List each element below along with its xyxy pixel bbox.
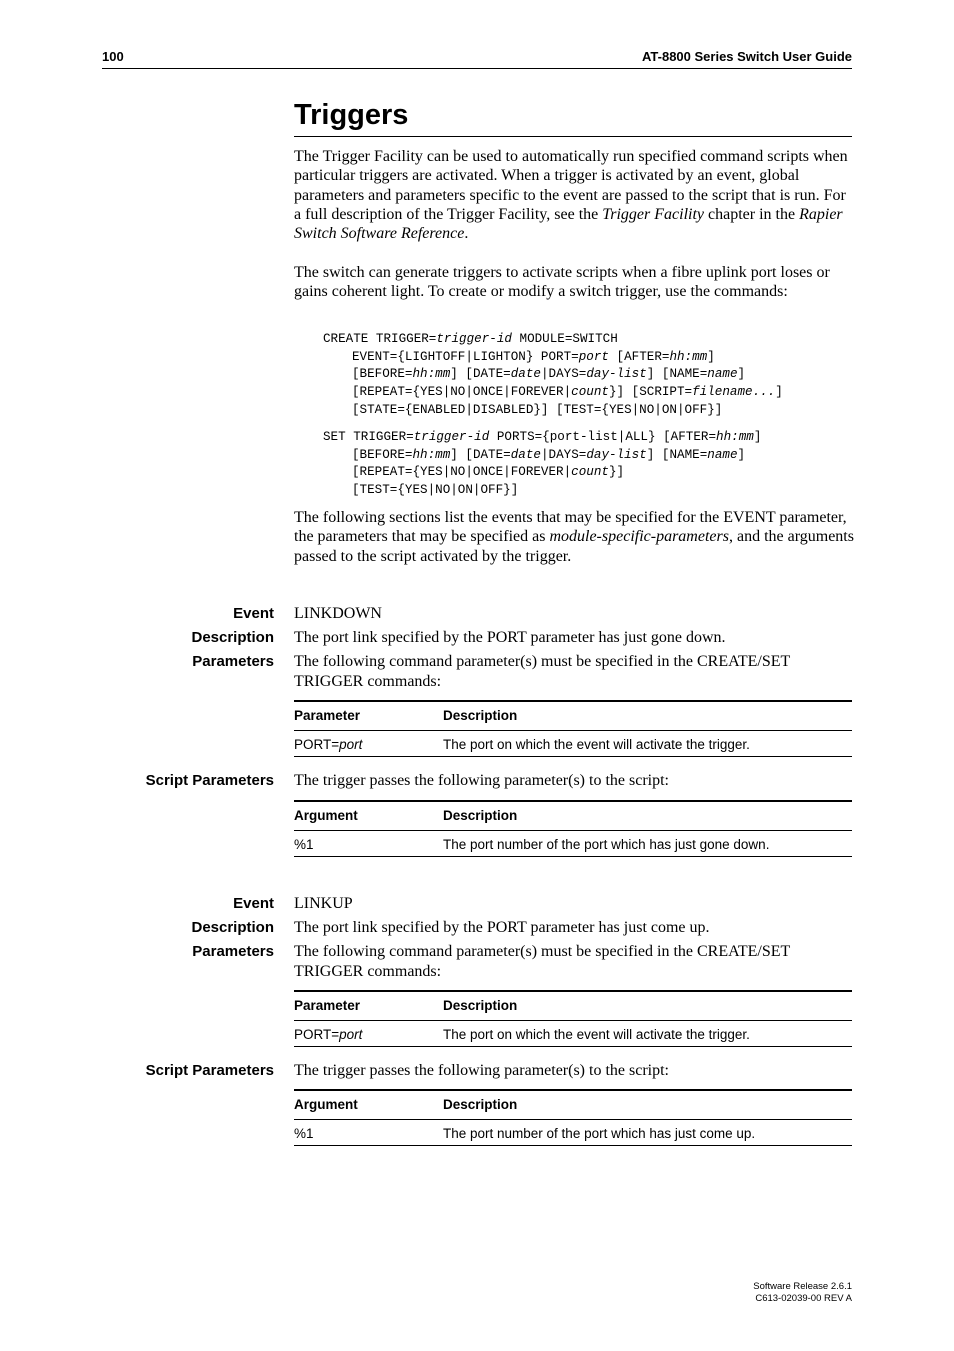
guide-title: AT-8800 Series Switch User Guide xyxy=(641,49,852,64)
description-label: Description xyxy=(191,629,274,646)
command-line: CREATE TRIGGER=trigger-id MODULE=SWITCH xyxy=(323,332,618,346)
script-parameters-text: The trigger passes the following parameter(s) to the script: xyxy=(294,1062,669,1079)
event-description: The port link specified by the PORT parameter has just gone down. xyxy=(294,629,726,646)
table-row xyxy=(294,831,852,856)
command-line: [BEFORE=hh:mm] [DATE=date|DAYS=day-list] [NAME=name] xyxy=(352,447,746,462)
column-header: Parameter xyxy=(294,708,361,723)
script-parameters-text: The trigger passes the following parameter(s) to the script: xyxy=(294,772,669,789)
intro-text: chapter in the xyxy=(704,205,800,223)
command-line: [REPEAT={YES|NO|ONCE|FOREVER|count}] xyxy=(352,465,625,480)
column-header: Argument xyxy=(294,808,358,823)
table-header-row xyxy=(294,702,852,731)
table-header-row xyxy=(294,1091,852,1120)
table-row xyxy=(294,1021,852,1046)
description-cell: The port number of the port which has just gone down. xyxy=(443,837,770,852)
software-release: Software Release 2.6.1 xyxy=(753,1281,852,1292)
command-line: [TEST={YES|NO|ON|OFF}] xyxy=(352,483,519,498)
argument-table xyxy=(294,1089,852,1146)
column-header: Description xyxy=(443,998,518,1013)
table-row xyxy=(294,731,852,756)
script-parameters-label: Script Parameters xyxy=(145,1062,274,1079)
column-header: Description xyxy=(443,708,518,723)
event-label: Event xyxy=(233,605,274,622)
parameters-text: The following command parameter(s) must be specified in the CREATE/SET TRIGGER commands: xyxy=(294,943,791,980)
argument-table xyxy=(294,800,852,857)
parameters-label: Parameters xyxy=(192,943,274,960)
column-header: Parameter xyxy=(294,998,361,1013)
argument-cell: %1 xyxy=(294,837,314,852)
event-label: Event xyxy=(233,895,274,912)
event-name: LINKUP xyxy=(294,895,353,912)
command-line: [STATE={ENABLED|DISABLED}] [TEST={YES|NO|ON|OFF}] xyxy=(352,402,723,417)
column-header: Description xyxy=(443,808,518,823)
document-id: C613-02039-00 REV A xyxy=(755,1293,852,1304)
table-row xyxy=(294,1120,852,1145)
command-line: EVENT={LIGHTOFF|LIGHTON} PORT=port [AFTER=hh:mm] xyxy=(352,349,715,364)
event-description: The port link specified by the PORT parameter has just come up. xyxy=(294,919,710,936)
page-footer xyxy=(753,1281,852,1305)
section-title: Triggers xyxy=(294,98,852,137)
intro-text: . xyxy=(464,225,469,243)
argument-cell: %1 xyxy=(294,1126,314,1141)
table-header-row xyxy=(294,802,852,831)
parameter-table xyxy=(294,990,852,1047)
parameters-label: Parameters xyxy=(192,653,274,670)
parameter-cell: PORT=port xyxy=(294,1027,363,1042)
parameter-cell: PORT=port xyxy=(294,737,363,752)
book-reference: Rapier Switch Software Reference xyxy=(294,205,843,243)
table-header-row xyxy=(294,992,852,1021)
page-number: 100 xyxy=(102,49,124,64)
intro-paragraph-1 xyxy=(294,147,854,243)
column-header: Argument xyxy=(294,1097,358,1112)
description-label: Description xyxy=(191,919,274,936)
command-line: [REPEAT={YES|NO|ONCE|FOREVER|count}] [SCRIPT=filename...] xyxy=(352,385,783,400)
parameter-table xyxy=(294,700,852,757)
chapter-reference: Trigger Facility xyxy=(602,205,705,223)
description-cell: The port number of the port which has just come up. xyxy=(443,1126,756,1141)
event-name: LINKDOWN xyxy=(294,605,382,622)
script-parameters-label: Script Parameters xyxy=(145,772,274,789)
intro-text: The Trigger Facility can be used to automatically run specified command scripts when particular triggers are activated. When a trigger is activated by an event, global parameters and parameters specific to the event are passed to the script that is run. For a full description of the Trigger Facility, see the xyxy=(294,148,848,223)
command-line: SET TRIGGER=trigger-id PORTS={port-list|ALL} [AFTER=hh:mm] xyxy=(323,430,762,444)
create-trigger-command xyxy=(323,331,863,420)
page-header xyxy=(102,48,852,69)
command-line: [BEFORE=hh:mm] [DATE=date|DAYS=day-list] [NAME=name] xyxy=(352,367,746,382)
parameters-text: The following command parameter(s) must be specified in the CREATE/SET TRIGGER commands: xyxy=(294,653,791,690)
description-cell: The port on which the event will activate the trigger. xyxy=(443,737,750,752)
intro-paragraph-2: The switch can generate triggers to activate scripts when a fibre uplink port loses or gains coherent light. To create or modify a switch trigger, use the commands: xyxy=(294,264,830,301)
set-trigger-command xyxy=(323,429,863,500)
column-header: Description xyxy=(443,1097,518,1112)
intro-paragraph-3: The following sections list the events that may be specified for the EVENT parameter, the parameters that may be specified as module-specific-parameters, and the arguments passed to the script activated by the trigger. xyxy=(294,509,854,565)
description-cell: The port on which the event will activate the trigger. xyxy=(443,1027,750,1042)
